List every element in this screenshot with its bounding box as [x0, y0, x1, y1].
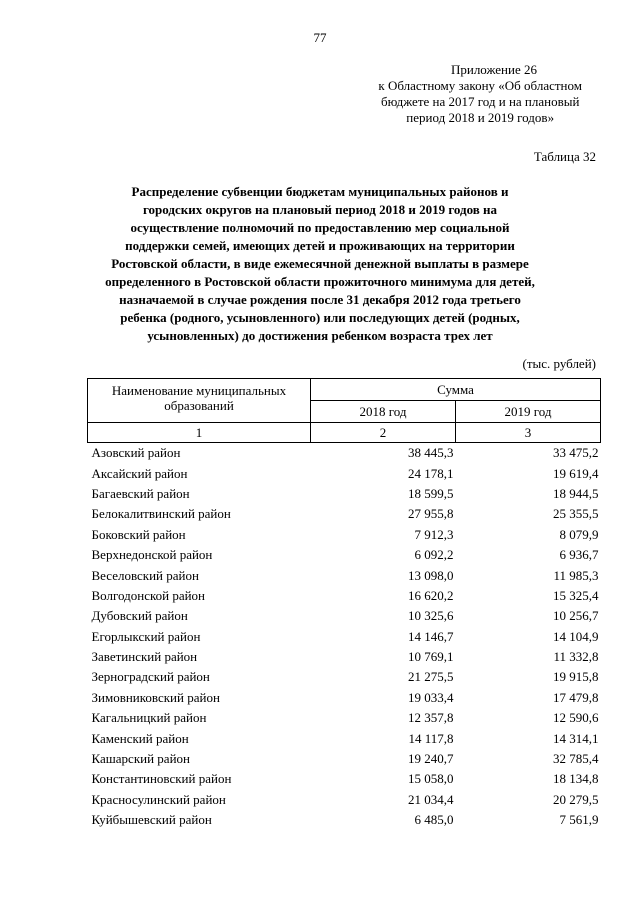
row-value-2018: 16 620,2	[408, 587, 454, 603]
heading-line: назначаемой в случае рождения после 31 декабря 2012 года третьего	[119, 292, 521, 307]
table-row	[88, 790, 601, 810]
row-value-2018: 21 275,5	[408, 669, 454, 685]
table-row	[88, 708, 601, 728]
row-value-2019: 19 915,8	[553, 669, 599, 685]
row-value-2018: 19 240,7	[408, 751, 454, 767]
table-row	[88, 647, 601, 667]
heading-line: поддержки семей, имеющих детей и проживающих на территории	[125, 238, 515, 253]
col-number-2: 2	[311, 423, 456, 443]
row-name: Кашарский район	[91, 751, 190, 767]
table-row	[88, 606, 601, 626]
table-row	[88, 525, 601, 545]
appendix-title: Приложение 26	[450, 62, 537, 77]
row-value-2019: 7 561,9	[559, 812, 599, 828]
table-row	[88, 769, 601, 789]
row-value-2019: 18 944,5	[553, 485, 599, 501]
row-value-2019: 11 985,3	[553, 567, 599, 583]
row-name: Волгодонской район	[91, 587, 206, 603]
table-row	[88, 667, 601, 687]
table-row	[88, 545, 601, 565]
table-row	[88, 627, 601, 647]
row-value-2018: 14 117,8	[408, 730, 454, 746]
table-row	[88, 749, 601, 769]
table-number: Таблица 32	[533, 149, 596, 164]
row-value-2018: 10 769,1	[408, 649, 454, 665]
table-row	[88, 728, 601, 748]
table-row	[88, 504, 601, 524]
row-name: Аксайский район	[91, 465, 188, 481]
row-value-2019: 11 332,8	[553, 649, 599, 665]
col-header-2018: 2018 год	[311, 401, 456, 423]
row-value-2018: 13 098,0	[408, 567, 454, 583]
row-name: Веселовский район	[91, 567, 199, 583]
heading-line: Распределение субвенции бюджетам муниципальных районов и	[131, 184, 509, 199]
row-value-2018: 21 034,4	[408, 791, 454, 807]
heading-line: осуществление полномочий по предоставлению мер социальной	[130, 220, 510, 235]
row-value-2019: 10 256,7	[553, 608, 599, 624]
appendix-line-3: период 2018 и 2019 годов»	[406, 110, 555, 125]
heading-line: определенного в Ростовской области прожиточного минимума для детей,	[105, 274, 535, 289]
row-value-2019: 18 134,8	[553, 771, 599, 787]
row-value-2018: 27 955,8	[408, 506, 454, 522]
table-row	[88, 688, 601, 708]
row-value-2018: 12 357,8	[408, 710, 454, 726]
row-value-2019: 19 619,4	[553, 465, 599, 481]
row-value-2018: 15 058,0	[408, 771, 454, 787]
col-header-name: Наименование муниципальных образований	[88, 379, 311, 423]
row-value-2018: 38 445,3	[408, 445, 454, 461]
heading-line: ребенка (родного, усыновленного) или последующих детей (родных,	[120, 310, 520, 325]
row-value-2018: 6 092,2	[414, 547, 454, 563]
row-value-2018: 19 033,4	[408, 689, 454, 705]
table-row	[88, 463, 601, 483]
row-value-2019: 32 785,4	[553, 751, 599, 767]
table-row	[88, 565, 601, 585]
page-number: 77	[313, 30, 327, 45]
row-value-2019: 8 079,9	[559, 526, 599, 542]
row-name: Зимовниковский район	[91, 689, 220, 705]
appendix-block	[378, 62, 582, 126]
row-value-2019: 33 475,2	[553, 445, 599, 461]
row-value-2019: 17 479,8	[553, 689, 599, 705]
row-name: Белокалитвинский район	[91, 506, 231, 522]
col-number-3: 3	[456, 423, 601, 443]
row-value-2019: 25 355,5	[553, 506, 599, 522]
row-value-2018: 24 178,1	[408, 465, 454, 481]
appendix-line-1: к Областному закону «Об областном	[378, 78, 582, 93]
table-row	[88, 484, 601, 504]
row-name: Верхнедонской район	[91, 547, 213, 563]
row-name: Куйбышевский район	[91, 812, 212, 828]
table-row	[88, 810, 601, 830]
row-value-2018: 14 146,7	[408, 628, 454, 644]
row-name: Кагальницкий район	[91, 710, 207, 726]
subsidy-table	[87, 378, 601, 830]
row-value-2018: 10 325,6	[408, 608, 454, 624]
row-name: Зерноградский район	[91, 669, 210, 685]
row-name: Багаевский район	[91, 485, 190, 501]
row-value-2019: 12 590,6	[553, 710, 599, 726]
row-name: Дубовский район	[91, 608, 188, 624]
appendix-line-2: бюджете на 2017 год и на плановый	[380, 94, 580, 109]
table-row	[88, 443, 601, 464]
row-value-2019: 6 936,7	[559, 547, 599, 563]
row-name: Заветинский район	[91, 649, 198, 665]
units-label: (тыс. рублей)	[522, 356, 596, 371]
row-name: Красносулинский район	[91, 791, 226, 807]
table-row	[88, 586, 601, 606]
heading-line: усыновленных) до достижения ребенком возраста трех лет	[147, 328, 493, 343]
row-value-2019: 20 279,5	[553, 791, 599, 807]
col-number-1: 1	[88, 423, 311, 443]
document-heading	[95, 183, 545, 345]
heading-line: Ростовской области, в виде ежемесячной денежной выплаты в размере	[111, 256, 529, 271]
row-name: Константиновский район	[91, 771, 232, 787]
row-name: Каменский район	[91, 730, 189, 746]
heading-line: городских округов на плановый период 2018 и 2019 годов на	[142, 202, 498, 217]
col-header-2019: 2019 год	[456, 401, 601, 423]
row-value-2018: 18 599,5	[408, 485, 454, 501]
row-name: Егорлыкский район	[91, 628, 201, 644]
col-header-sum: Сумма	[311, 379, 601, 401]
row-value-2019: 14 104,9	[553, 628, 599, 644]
row-value-2018: 6 485,0	[414, 812, 454, 828]
row-name: Азовский район	[91, 445, 181, 461]
row-value-2018: 7 912,3	[414, 526, 454, 542]
row-value-2019: 14 314,1	[553, 730, 599, 746]
row-name: Боковский район	[91, 526, 186, 542]
row-value-2019: 15 325,4	[553, 587, 599, 603]
